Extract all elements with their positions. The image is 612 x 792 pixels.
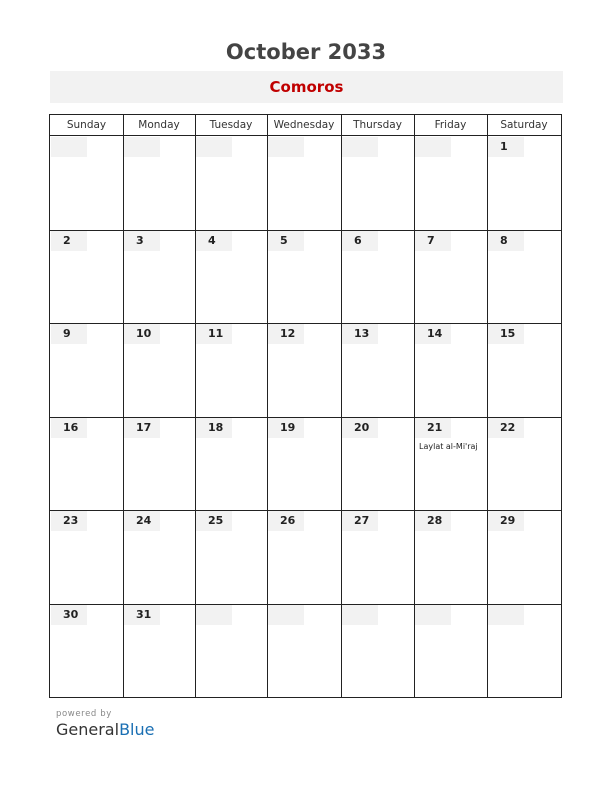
calendar-day-cell[interactable] bbox=[341, 510, 414, 604]
calendar-day-cell[interactable] bbox=[341, 604, 414, 698]
day-number: 17 bbox=[124, 418, 160, 438]
day-number: 12 bbox=[268, 324, 304, 344]
day-number: 11 bbox=[196, 324, 232, 344]
calendar-day-cell[interactable] bbox=[267, 323, 341, 417]
calendar-day-cell[interactable] bbox=[487, 604, 561, 698]
calendar-day-cell[interactable] bbox=[50, 323, 123, 417]
calendar-day-cell[interactable] bbox=[487, 136, 561, 230]
calendar-day-cell[interactable] bbox=[123, 604, 195, 698]
calendar-day-cell[interactable] bbox=[123, 230, 195, 324]
day-number: 16 bbox=[51, 418, 87, 438]
calendar-day-cell[interactable] bbox=[50, 510, 123, 604]
day-number: 10 bbox=[124, 324, 160, 344]
calendar-day-cell[interactable] bbox=[195, 323, 267, 417]
day-number bbox=[342, 137, 378, 157]
calendar-day-cell[interactable] bbox=[487, 323, 561, 417]
weekday-header: Monday bbox=[123, 115, 195, 136]
calendar-day-cell[interactable] bbox=[267, 417, 341, 511]
country-name: Comoros bbox=[269, 78, 344, 96]
calendar-grid bbox=[49, 114, 562, 698]
day-number: 7 bbox=[415, 231, 451, 251]
day-number: 28 bbox=[415, 511, 451, 531]
holiday-label: Laylat al-Mi'raj bbox=[419, 441, 478, 451]
grid-row-line bbox=[50, 510, 561, 511]
day-number bbox=[268, 605, 304, 625]
day-number: 14 bbox=[415, 324, 451, 344]
footer bbox=[56, 709, 154, 739]
powered-by-text: powered by bbox=[56, 709, 112, 719]
day-number: 6 bbox=[342, 231, 378, 251]
calendar-day-cell[interactable] bbox=[341, 136, 414, 230]
calendar-day-cell[interactable] bbox=[50, 417, 123, 511]
calendar-day-cell[interactable] bbox=[341, 417, 414, 511]
calendar-day-cell[interactable] bbox=[414, 323, 487, 417]
weekday-header: Saturday bbox=[487, 115, 561, 136]
day-number: 20 bbox=[342, 418, 378, 438]
day-number: 1 bbox=[488, 137, 524, 157]
calendar-day-cell[interactable] bbox=[341, 230, 414, 324]
day-number bbox=[415, 605, 451, 625]
day-number: 8 bbox=[488, 231, 524, 251]
day-number: 24 bbox=[124, 511, 160, 531]
brand-name-blue: Blue bbox=[119, 720, 155, 739]
day-number: 9 bbox=[51, 324, 87, 344]
day-number bbox=[342, 605, 378, 625]
calendar-day-cell[interactable] bbox=[267, 230, 341, 324]
calendar-day-cell[interactable] bbox=[195, 510, 267, 604]
calendar-day-cell[interactable] bbox=[414, 136, 487, 230]
calendar-day-cell[interactable] bbox=[195, 230, 267, 324]
day-number bbox=[488, 605, 524, 625]
calendar-day-cell[interactable] bbox=[267, 510, 341, 604]
calendar-day-cell[interactable] bbox=[123, 323, 195, 417]
day-number bbox=[51, 137, 87, 157]
weekday-header: Tuesday bbox=[195, 115, 267, 136]
country-banner bbox=[50, 71, 563, 103]
calendar-day-cell[interactable] bbox=[414, 510, 487, 604]
calendar-day-cell[interactable] bbox=[123, 136, 195, 230]
calendar-day-cell[interactable] bbox=[123, 417, 195, 511]
day-number: 13 bbox=[342, 324, 378, 344]
day-number: 22 bbox=[488, 418, 524, 438]
day-number: 3 bbox=[124, 231, 160, 251]
calendar-day-cell[interactable] bbox=[195, 136, 267, 230]
grid-column-line bbox=[487, 115, 488, 697]
calendar-day-cell[interactable] bbox=[50, 230, 123, 324]
weekday-header: Thursday bbox=[341, 115, 414, 136]
calendar-day-cell[interactable] bbox=[487, 417, 561, 511]
day-number bbox=[415, 137, 451, 157]
calendar-day-cell[interactable] bbox=[267, 136, 341, 230]
grid-row-line bbox=[50, 230, 561, 231]
calendar-day-cell[interactable] bbox=[267, 604, 341, 698]
grid-row-line bbox=[50, 604, 561, 605]
calendar-day-cell[interactable] bbox=[414, 604, 487, 698]
grid-column-line bbox=[414, 115, 415, 697]
day-number: 19 bbox=[268, 418, 304, 438]
weekday-header: Friday bbox=[414, 115, 487, 136]
day-number bbox=[124, 137, 160, 157]
day-number bbox=[196, 137, 232, 157]
grid-column-line bbox=[195, 115, 196, 697]
day-number: 31 bbox=[124, 605, 160, 625]
calendar-day-cell[interactable] bbox=[341, 323, 414, 417]
day-number: 18 bbox=[196, 418, 232, 438]
grid-column-line bbox=[341, 115, 342, 697]
day-number bbox=[196, 605, 232, 625]
brand-logo[interactable] bbox=[56, 720, 154, 739]
day-number: 26 bbox=[268, 511, 304, 531]
day-number: 15 bbox=[488, 324, 524, 344]
weekday-header: Wednesday bbox=[267, 115, 341, 136]
brand-name-general: General bbox=[56, 720, 120, 739]
day-number: 29 bbox=[488, 511, 524, 531]
day-number: 2 bbox=[51, 231, 87, 251]
grid-column-line bbox=[123, 115, 124, 697]
day-number: 23 bbox=[51, 511, 87, 531]
calendar-day-cell[interactable] bbox=[50, 136, 123, 230]
calendar-day-cell[interactable] bbox=[123, 510, 195, 604]
calendar-day-cell[interactable] bbox=[50, 604, 123, 698]
day-number: 27 bbox=[342, 511, 378, 531]
calendar-day-cell[interactable] bbox=[414, 417, 487, 511]
day-number: 21 bbox=[415, 418, 451, 438]
grid-row-line bbox=[50, 323, 561, 324]
calendar-day-cell[interactable] bbox=[195, 417, 267, 511]
calendar-day-cell[interactable] bbox=[487, 230, 561, 324]
grid-column-line bbox=[267, 115, 268, 697]
day-number: 5 bbox=[268, 231, 304, 251]
day-number: 25 bbox=[196, 511, 232, 531]
grid-row-line bbox=[50, 417, 561, 418]
calendar-day-cell[interactable] bbox=[487, 510, 561, 604]
page-title: October 2033 bbox=[225, 40, 387, 64]
day-number bbox=[268, 137, 304, 157]
day-number: 30 bbox=[51, 605, 87, 625]
calendar-day-cell[interactable] bbox=[414, 230, 487, 324]
calendar-day-cell[interactable] bbox=[195, 604, 267, 698]
weekday-header: Sunday bbox=[50, 115, 123, 136]
day-number: 4 bbox=[196, 231, 232, 251]
